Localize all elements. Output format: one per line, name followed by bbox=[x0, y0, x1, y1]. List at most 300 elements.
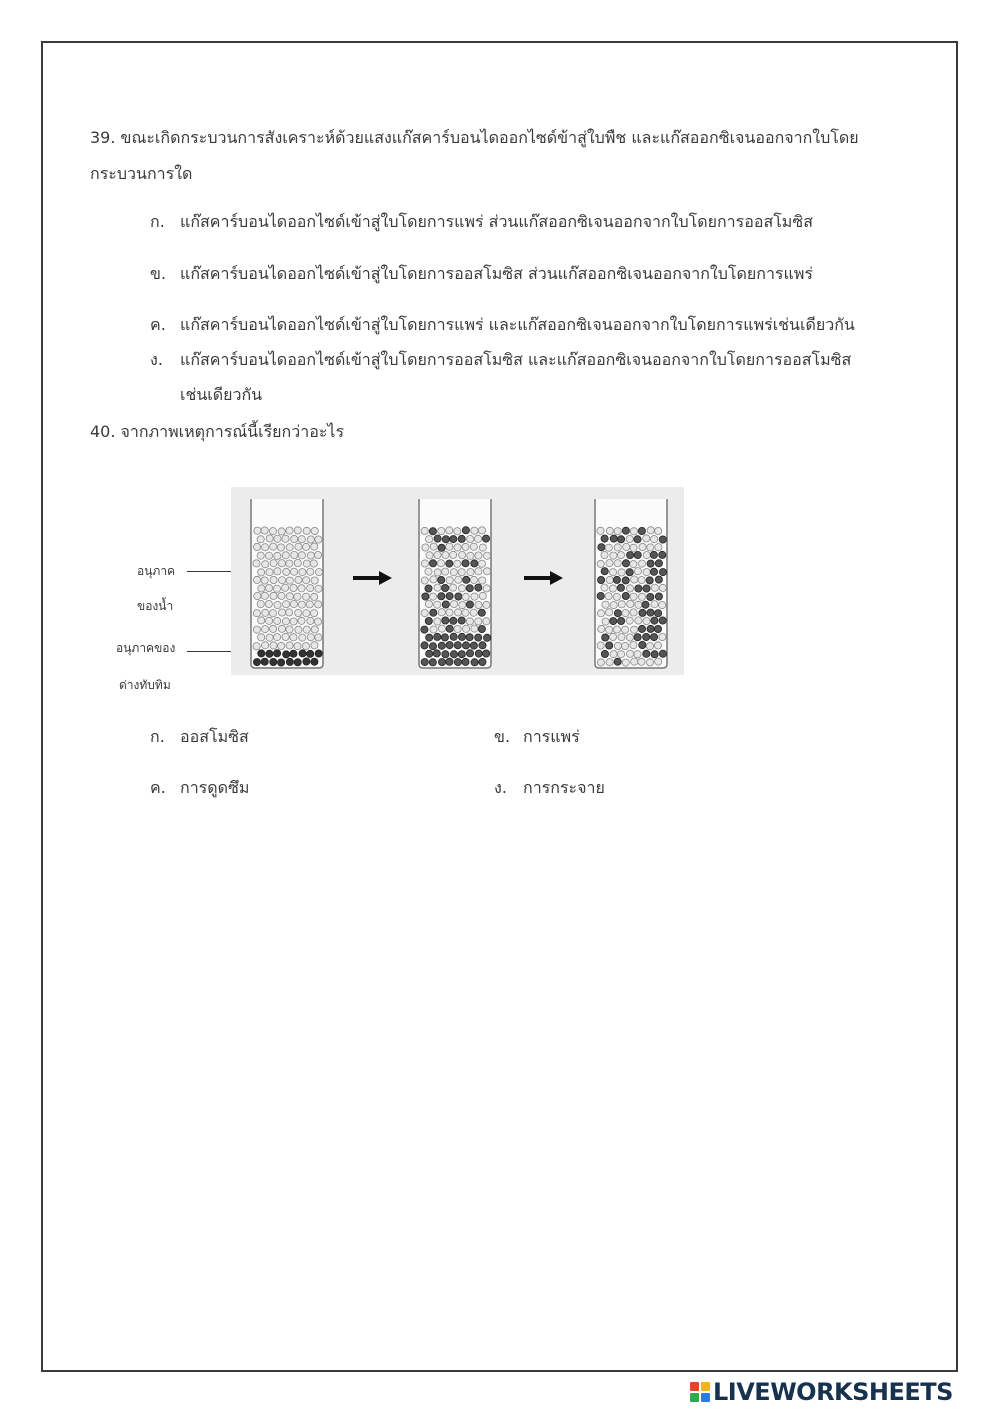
particle bbox=[311, 593, 318, 600]
particle bbox=[290, 634, 297, 641]
particle bbox=[618, 601, 625, 608]
particle bbox=[298, 552, 305, 559]
particle bbox=[261, 527, 268, 534]
particle bbox=[294, 659, 301, 666]
particle bbox=[266, 535, 273, 542]
particle bbox=[261, 658, 268, 665]
option-label: ข. bbox=[150, 264, 167, 283]
particle bbox=[426, 536, 433, 543]
particle bbox=[601, 650, 608, 657]
particle bbox=[597, 610, 604, 617]
particle bbox=[622, 577, 629, 584]
particle bbox=[475, 618, 482, 625]
particle bbox=[598, 544, 605, 551]
option-label: ข. bbox=[494, 727, 511, 746]
particle bbox=[283, 651, 290, 658]
particle bbox=[458, 651, 465, 658]
particle bbox=[475, 634, 482, 641]
particle bbox=[450, 536, 457, 543]
particle bbox=[315, 601, 322, 608]
particle bbox=[298, 617, 305, 624]
particle bbox=[466, 585, 473, 592]
particle bbox=[622, 592, 629, 599]
particle bbox=[299, 634, 306, 641]
particle bbox=[606, 576, 613, 583]
particle bbox=[270, 560, 277, 567]
particle bbox=[659, 650, 666, 657]
particle bbox=[290, 584, 297, 591]
particle bbox=[454, 625, 461, 632]
particle bbox=[617, 584, 624, 591]
particle bbox=[659, 536, 666, 543]
particle bbox=[475, 584, 482, 591]
particle bbox=[433, 650, 440, 657]
particle bbox=[294, 593, 301, 600]
particle bbox=[626, 585, 633, 592]
particle bbox=[269, 610, 276, 617]
particle bbox=[646, 659, 653, 666]
particle bbox=[298, 536, 305, 543]
particle bbox=[634, 536, 641, 543]
particle bbox=[311, 527, 318, 534]
particle bbox=[659, 584, 666, 591]
particle bbox=[446, 642, 453, 649]
particle bbox=[286, 527, 293, 534]
particle bbox=[303, 610, 310, 617]
particle bbox=[442, 568, 449, 575]
particle bbox=[651, 584, 658, 591]
particle bbox=[421, 659, 428, 666]
particle bbox=[274, 601, 281, 608]
particle bbox=[618, 634, 625, 641]
particle bbox=[294, 559, 301, 566]
particle bbox=[311, 577, 318, 584]
particle bbox=[614, 658, 621, 665]
particle bbox=[437, 560, 444, 567]
particle bbox=[459, 551, 466, 558]
particle bbox=[459, 602, 466, 609]
particle bbox=[467, 569, 474, 576]
particle bbox=[307, 536, 314, 543]
particle bbox=[470, 543, 477, 550]
particle bbox=[647, 625, 654, 632]
particle bbox=[262, 642, 269, 649]
particle bbox=[426, 552, 433, 559]
particle bbox=[484, 568, 491, 575]
particle bbox=[647, 560, 654, 567]
particle bbox=[274, 568, 281, 575]
particle bbox=[470, 609, 477, 616]
particle bbox=[283, 601, 290, 608]
particle bbox=[290, 618, 297, 625]
particle bbox=[290, 601, 297, 608]
particle bbox=[635, 585, 642, 592]
particle bbox=[429, 593, 436, 600]
particle bbox=[634, 634, 641, 641]
particle bbox=[659, 569, 666, 576]
particle bbox=[291, 551, 298, 558]
particle bbox=[654, 642, 661, 649]
particle bbox=[609, 633, 616, 640]
particle bbox=[635, 601, 642, 608]
particle bbox=[479, 577, 486, 584]
particle bbox=[478, 609, 485, 616]
particle bbox=[262, 609, 269, 616]
particle bbox=[651, 536, 658, 543]
particle bbox=[282, 633, 289, 640]
q39-text-line1: 39. ขณะเกิดกระบวนการสังเคราะห์ด้วยแสงแก๊สคาร์บอนไดออกไซด์ข้าสู่ใบพืช และแก๊สออกซิเจนออกจากใบโดย bbox=[90, 128, 859, 147]
particle bbox=[467, 535, 474, 542]
particle bbox=[466, 650, 473, 657]
particle bbox=[597, 560, 604, 567]
particle bbox=[421, 560, 428, 567]
particle bbox=[483, 650, 490, 657]
particle bbox=[421, 626, 428, 633]
particle bbox=[610, 535, 617, 542]
particle bbox=[254, 527, 261, 534]
particle bbox=[462, 543, 469, 550]
q40-question: 40. จากภาพเหตุการณ์นี้เรียกว่าอะไร bbox=[90, 422, 345, 441]
particle bbox=[315, 634, 322, 641]
particle bbox=[622, 626, 629, 633]
particle bbox=[630, 642, 637, 649]
particle bbox=[483, 585, 490, 592]
particle bbox=[605, 593, 612, 600]
particle bbox=[630, 544, 637, 551]
particle bbox=[655, 544, 662, 551]
particle bbox=[618, 536, 625, 543]
particle bbox=[479, 592, 486, 599]
particle bbox=[303, 577, 310, 584]
particle bbox=[614, 642, 621, 649]
particle bbox=[638, 593, 645, 600]
particle bbox=[475, 535, 482, 542]
particle bbox=[471, 527, 478, 534]
particle bbox=[618, 651, 625, 658]
particle bbox=[634, 568, 641, 575]
particle bbox=[466, 634, 473, 641]
particle bbox=[458, 617, 465, 624]
particle bbox=[303, 527, 310, 534]
particle bbox=[421, 610, 428, 617]
particle bbox=[307, 617, 314, 624]
particle bbox=[602, 618, 609, 625]
particle bbox=[605, 544, 612, 551]
particle bbox=[647, 544, 654, 551]
particle bbox=[430, 576, 437, 583]
particle bbox=[618, 617, 625, 624]
particle bbox=[450, 651, 457, 658]
particle bbox=[483, 552, 490, 559]
particle bbox=[479, 544, 486, 551]
particle bbox=[253, 576, 260, 583]
particle bbox=[655, 576, 662, 583]
particle bbox=[307, 650, 314, 657]
particle bbox=[253, 543, 260, 550]
particle bbox=[597, 592, 604, 599]
particle bbox=[597, 642, 604, 649]
particle bbox=[643, 633, 650, 640]
particle bbox=[429, 643, 436, 650]
particle bbox=[270, 642, 277, 649]
option-text: แก๊สคาร์บอนไดออกไซด์เข้าสู่ใบโดยการแพร่ และแก๊สออกซิเจนออกจากใบโดยการแพร่เช่นเดียวกัน bbox=[180, 315, 855, 334]
particle bbox=[643, 618, 650, 625]
particle bbox=[650, 551, 657, 558]
option-text: แก๊สคาร์บอนไดออกไซด์เข้าสู่ใบโดยการออสโมซิส และแก๊สออกซิเจนออกจากใบโดยการออสโมซิส bbox=[180, 350, 852, 369]
particle bbox=[315, 585, 322, 592]
particle bbox=[650, 568, 657, 575]
particle bbox=[315, 536, 322, 543]
particle bbox=[606, 560, 613, 567]
particle bbox=[651, 651, 658, 658]
particle bbox=[270, 658, 277, 665]
particle bbox=[454, 560, 461, 567]
particle bbox=[613, 593, 620, 600]
particle bbox=[602, 601, 609, 608]
option-text: ออสโมซิส bbox=[180, 727, 249, 746]
particle bbox=[299, 569, 306, 576]
particle bbox=[286, 593, 293, 600]
particle bbox=[622, 610, 629, 617]
particle bbox=[627, 552, 634, 559]
particle bbox=[303, 543, 310, 550]
particle bbox=[426, 634, 433, 641]
particle bbox=[463, 576, 470, 583]
particle bbox=[610, 651, 617, 658]
particle bbox=[438, 593, 445, 600]
particle bbox=[630, 593, 637, 600]
diffusion-diagram bbox=[231, 487, 684, 675]
particle bbox=[626, 535, 633, 542]
option-text: การแพร่ bbox=[523, 727, 580, 746]
particle bbox=[647, 593, 654, 600]
particle bbox=[286, 658, 293, 665]
particle bbox=[303, 593, 310, 600]
particle bbox=[462, 642, 469, 649]
option-text: แก๊สคาร์บอนไดออกไซด์เข้าสู่ใบโดยการออสโมซิส ส่วนแก๊สออกซิเจนออกจากใบโดยการแพร่ bbox=[180, 264, 813, 283]
particle bbox=[434, 601, 441, 608]
particle bbox=[253, 643, 260, 650]
particle bbox=[429, 659, 436, 666]
particle bbox=[454, 528, 461, 535]
particle bbox=[647, 609, 654, 616]
beaker-middle bbox=[419, 499, 491, 668]
particle bbox=[462, 609, 469, 616]
particle bbox=[659, 551, 666, 558]
particle bbox=[282, 552, 289, 559]
particle bbox=[278, 592, 285, 599]
particle bbox=[438, 642, 445, 649]
particle bbox=[597, 659, 604, 666]
particle bbox=[429, 560, 436, 567]
particle bbox=[630, 561, 637, 568]
particle bbox=[253, 610, 260, 617]
particle bbox=[282, 618, 289, 625]
particle bbox=[458, 535, 465, 542]
particle bbox=[454, 609, 461, 616]
particle bbox=[454, 544, 461, 551]
particle bbox=[643, 535, 650, 542]
particle bbox=[298, 601, 305, 608]
q39-text-line2: กระบวนการใด bbox=[90, 164, 193, 183]
particle bbox=[650, 634, 657, 641]
particle bbox=[601, 535, 608, 542]
particle bbox=[282, 584, 289, 591]
particle bbox=[606, 527, 613, 534]
particle bbox=[642, 601, 649, 608]
particle bbox=[254, 592, 261, 599]
particle bbox=[462, 658, 469, 665]
particle bbox=[286, 560, 293, 567]
particle bbox=[266, 650, 273, 657]
particle bbox=[610, 552, 617, 559]
particle bbox=[438, 609, 445, 616]
particle bbox=[446, 593, 453, 600]
particle bbox=[602, 634, 609, 641]
particle bbox=[314, 551, 321, 558]
particle bbox=[471, 625, 478, 632]
particle bbox=[618, 569, 625, 576]
particle bbox=[470, 642, 477, 649]
particle bbox=[295, 543, 302, 550]
particle bbox=[609, 585, 616, 592]
option-text-continuation: เช่นเดียวกัน bbox=[180, 385, 263, 404]
particle bbox=[450, 617, 457, 624]
particle bbox=[614, 528, 621, 535]
particle bbox=[655, 527, 662, 534]
particle bbox=[455, 593, 462, 600]
particle bbox=[257, 600, 264, 607]
particle bbox=[286, 609, 293, 616]
particle bbox=[450, 633, 457, 640]
particle bbox=[635, 617, 642, 624]
particle bbox=[438, 659, 445, 666]
particle bbox=[253, 626, 260, 633]
particle bbox=[643, 650, 650, 657]
option-text: แก๊สคาร์บอนไดออกไซด์เข้าสู่ใบโดยการแพร่ ส่วนแก๊สออกซิเจนออกจากใบโดยการออสโมซิส bbox=[180, 212, 813, 231]
particle bbox=[425, 585, 432, 592]
particle bbox=[425, 568, 432, 575]
particle bbox=[311, 626, 318, 633]
particle bbox=[655, 593, 662, 600]
particle bbox=[471, 593, 478, 600]
particle bbox=[621, 642, 628, 649]
particle bbox=[283, 568, 290, 575]
particle bbox=[651, 617, 658, 624]
particle bbox=[478, 527, 485, 534]
particle bbox=[290, 650, 297, 657]
particle bbox=[274, 650, 281, 657]
option-label: ก. bbox=[150, 212, 165, 231]
particle bbox=[421, 642, 428, 649]
beaker-initial bbox=[251, 499, 323, 668]
particle bbox=[269, 528, 276, 535]
particle bbox=[425, 600, 432, 607]
particle bbox=[442, 552, 449, 559]
particle bbox=[638, 625, 645, 632]
particle bbox=[458, 569, 465, 576]
particle bbox=[450, 601, 457, 608]
option-text: การกระจาย bbox=[523, 778, 605, 797]
particle bbox=[310, 560, 317, 567]
particle bbox=[483, 618, 490, 625]
particle bbox=[639, 543, 646, 550]
particle bbox=[311, 658, 318, 665]
particle bbox=[279, 577, 286, 584]
particle bbox=[306, 601, 313, 608]
particle bbox=[295, 609, 302, 616]
particle bbox=[659, 602, 666, 609]
particle bbox=[421, 527, 428, 534]
particle bbox=[601, 568, 608, 575]
particle bbox=[261, 577, 268, 584]
particle bbox=[426, 650, 433, 657]
particle bbox=[609, 569, 616, 576]
particle bbox=[630, 528, 637, 535]
particle bbox=[442, 601, 449, 608]
particle bbox=[475, 568, 482, 575]
particle bbox=[482, 535, 489, 542]
particle bbox=[463, 625, 470, 632]
particle bbox=[462, 527, 469, 534]
particle bbox=[638, 577, 645, 584]
particle bbox=[614, 560, 621, 567]
particle bbox=[446, 560, 453, 567]
particle bbox=[258, 634, 265, 641]
particle bbox=[598, 625, 605, 632]
particle bbox=[646, 643, 653, 650]
particle bbox=[655, 560, 662, 567]
particle bbox=[270, 592, 277, 599]
particle bbox=[278, 528, 285, 535]
liveworksheets-logo-icon bbox=[690, 1382, 710, 1402]
particle bbox=[442, 536, 449, 543]
particle bbox=[425, 617, 432, 624]
particle bbox=[446, 527, 453, 534]
particle bbox=[643, 552, 650, 559]
particle bbox=[442, 617, 449, 624]
particle bbox=[606, 626, 613, 633]
particle bbox=[266, 569, 273, 576]
option-label: ค. bbox=[150, 315, 166, 334]
particle bbox=[458, 585, 465, 592]
particle bbox=[430, 543, 437, 550]
particle bbox=[442, 651, 449, 658]
particle bbox=[270, 625, 277, 632]
particle bbox=[598, 576, 605, 583]
particle bbox=[638, 658, 645, 665]
particle bbox=[434, 535, 441, 542]
particle bbox=[315, 650, 322, 657]
particle bbox=[446, 658, 453, 665]
particle bbox=[311, 642, 318, 649]
particle bbox=[434, 633, 441, 640]
particle bbox=[631, 626, 638, 633]
particle bbox=[442, 584, 449, 591]
particle bbox=[446, 609, 453, 616]
particle bbox=[266, 634, 273, 641]
particle bbox=[438, 527, 445, 534]
particle bbox=[278, 625, 285, 632]
particle bbox=[294, 527, 301, 534]
particle bbox=[441, 634, 448, 641]
particle bbox=[606, 642, 613, 649]
particle bbox=[303, 658, 310, 665]
particle bbox=[315, 569, 322, 576]
particle bbox=[266, 617, 273, 624]
particle bbox=[610, 602, 617, 609]
particle bbox=[270, 576, 277, 583]
